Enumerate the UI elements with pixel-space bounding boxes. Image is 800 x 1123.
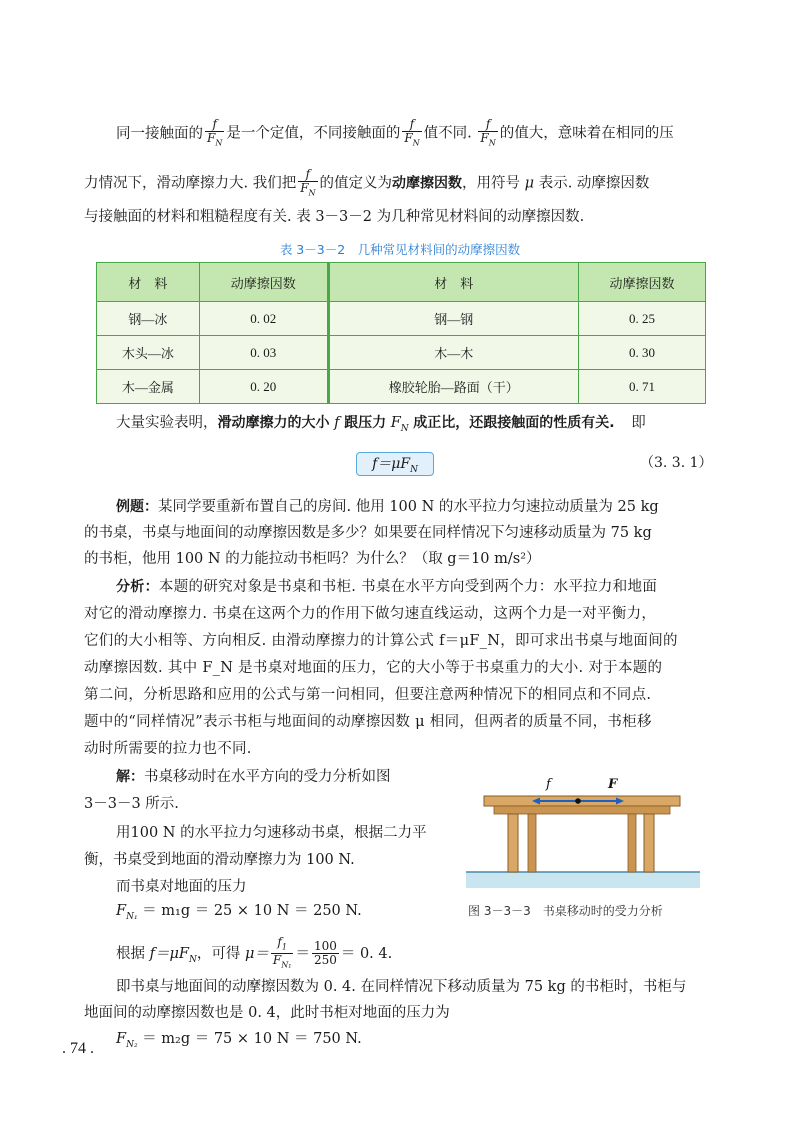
example-line2: 的书桌，书桌与地面间的动摩擦因数是多少？如果要在同样情况下匀速移动质量为 75 kg bbox=[84, 525, 652, 541]
text-bold: 跟压力 bbox=[344, 415, 387, 431]
solution-line3: 用100 N 的水平拉力匀速移动书桌，根据二力平 bbox=[116, 825, 427, 841]
symbol-fn2: $F_{N_2}$ bbox=[116, 1031, 138, 1050]
table-cell: 0. 03 bbox=[199, 336, 328, 370]
solution-line4: 衡，书桌受到地面的滑动摩擦力为 100 N. bbox=[84, 852, 355, 868]
symbol-fn1: $F_{N_1}$ bbox=[116, 903, 138, 922]
table-cell: 木头—冰 bbox=[97, 336, 200, 370]
fraction-f1-over-fn1: $\frac{f_1}{F_{N_1}}$ bbox=[272, 935, 292, 970]
table-cell: 0. 30 bbox=[578, 336, 705, 370]
text: 根据 bbox=[116, 945, 145, 962]
floor bbox=[466, 872, 700, 888]
solution-line6: 根据 $f=\mu F_N$，可得 μ＝ $\frac{f_1}{F_{N_1}}$ ＝ $\frac{100}{250}$ ＝ 0. 4. bbox=[116, 935, 393, 970]
desk-leg bbox=[644, 814, 654, 872]
analysis-line5: 第二问，分析思路和应用的公式与第一问相同，但要注意两种情况下的相同点和不同点. bbox=[84, 687, 652, 703]
text: 同一接触面的 bbox=[116, 125, 203, 142]
friction-table bbox=[96, 262, 706, 404]
para1-line3: 与接触面的材料和粗糙程度有关. 表 3－3－2 为几种常见材料间的动摩擦因数. bbox=[84, 209, 585, 225]
text: 的值定义为 bbox=[319, 175, 393, 192]
text-bold: 滑动摩擦力的大小 bbox=[217, 415, 330, 431]
analysis-line3: 它们的大小相等、方向相反. 由滑动摩擦力的计算公式 f＝μF_N，即可求出书桌与地面间的 bbox=[84, 633, 678, 649]
text: 本题的研究对象是书桌和书柜. 书桌在水平方向受到两个力：水平拉力和地面 bbox=[158, 579, 658, 595]
text: 表示. 动摩擦因数 bbox=[538, 175, 650, 192]
solution-line5: 而书桌对地面的压力 bbox=[116, 879, 247, 895]
solution-eq2 bbox=[116, 1028, 362, 1056]
figure-background bbox=[466, 768, 700, 888]
text: 是一个定值，不同接触面的 bbox=[226, 125, 401, 142]
formula-inline: $f=\mu F_N$ bbox=[149, 945, 197, 965]
table-cell: 木—金属 bbox=[97, 370, 200, 404]
table-caption: 表 3－3－2 几种常见材料间的动摩擦因数 bbox=[279, 242, 521, 257]
header-cell: 动摩擦因数 bbox=[578, 263, 705, 302]
text: 值不同. bbox=[423, 125, 472, 142]
label-F: F bbox=[608, 777, 618, 792]
solution-line1 bbox=[116, 766, 391, 788]
desk-apron bbox=[494, 806, 670, 814]
symbol-fn: $F_N$ bbox=[390, 415, 409, 434]
text-bold: 成正比，还跟接触面的性质有关. bbox=[413, 415, 615, 431]
desk-leg bbox=[508, 814, 518, 872]
table-cell: 0. 02 bbox=[199, 302, 328, 336]
example-line3: 的书柜，他用 100 N 的力能拉动书柜吗？为什么？（取 g＝10 m/s²） bbox=[84, 551, 541, 567]
analysis-label: 分析： bbox=[116, 579, 159, 595]
header-cell: 材 料 bbox=[328, 263, 578, 302]
para1-line2 bbox=[84, 168, 649, 199]
page-number: . 74 . bbox=[62, 1040, 94, 1057]
table-cell: 0. 20 bbox=[199, 370, 328, 404]
fraction-f-over-fn: $\frac{f}{F_N}$ bbox=[300, 167, 316, 198]
label-f: f bbox=[546, 777, 551, 792]
solution-line8: 地面间的动摩擦因数也是 0. 4，此时书柜对地面的压力为 bbox=[84, 1005, 450, 1021]
analysis-line7: 动时所需要的拉力也不同. bbox=[84, 741, 252, 757]
fraction-100-over-250: $\frac{100}{250}$ bbox=[313, 939, 337, 968]
symbol-f: f bbox=[334, 415, 340, 431]
mu-symbol: μ bbox=[524, 175, 535, 192]
text: ＝ m₂g ＝ 75 × 10 N ＝ 750 N. bbox=[142, 1031, 362, 1047]
text: 大量实验表明， bbox=[116, 415, 218, 431]
fraction-f-over-fn: $\frac{f}{F_N}$ bbox=[207, 117, 223, 148]
desk-force-diagram bbox=[466, 768, 700, 888]
table-cell: 橡胶轮胎—路面（干） bbox=[328, 370, 578, 404]
analysis-line4: 动摩擦因数. 其中 F_N 是书桌对地面的压力，它的大小等于书桌重力的大小. 对于本题的 bbox=[84, 660, 663, 676]
text: 的值大，意味着在相同的压 bbox=[499, 125, 674, 142]
table-cell: 0. 25 bbox=[578, 302, 705, 336]
mu-symbol: μ＝ bbox=[244, 945, 269, 962]
desk-leg bbox=[528, 814, 536, 872]
para1-line1 bbox=[84, 118, 674, 149]
term-bold: 动摩擦因数 bbox=[392, 175, 463, 192]
law-statement bbox=[116, 412, 646, 440]
text: ，用符号 bbox=[462, 175, 521, 192]
analysis-line1 bbox=[116, 576, 657, 598]
analysis-line2: 对它的滑动摩擦力. 书桌在这两个力的作用下做匀速直线运动，这两个力是一对平衡力， bbox=[84, 606, 657, 622]
solution-line2: 3－3－3 所示. bbox=[84, 796, 179, 812]
formula-friction: $f=\mu F_N$ bbox=[356, 452, 434, 476]
force-point bbox=[575, 798, 581, 804]
table-row bbox=[97, 302, 706, 336]
table-cell: 钢—冰 bbox=[97, 302, 200, 336]
header-cell: 材 料 bbox=[97, 263, 200, 302]
table-cell: 木—木 bbox=[328, 336, 578, 370]
table-cell: 钢—钢 bbox=[328, 302, 578, 336]
equation-number: （3. 3. 1） bbox=[640, 455, 713, 471]
table-header-row bbox=[97, 263, 706, 302]
text: ＝ 0. 4. bbox=[340, 945, 393, 962]
table-cell: 0. 71 bbox=[578, 370, 705, 404]
figure-caption: 图 3－3－3 书桌移动时的受力分析 bbox=[468, 904, 663, 918]
table-row bbox=[97, 336, 706, 370]
text: 力情况下，滑动摩擦力大. 我们把 bbox=[84, 175, 297, 192]
table-row bbox=[97, 370, 706, 404]
text: 某同学要重新布置自己的房间. 他用 100 N 的水平拉力匀速拉动质量为 25 kg bbox=[158, 499, 659, 515]
solution-line7: 即书桌与地面间的动摩擦因数为 0. 4. 在同样情况下移动质量为 75 kg 的书柜时，书柜与 bbox=[116, 979, 687, 995]
text: ，可得 bbox=[196, 945, 241, 962]
analysis-line6: 题中的“同样情况”表示书柜与地面间的动摩擦因数 μ 相同，但两者的质量不同，书柜移 bbox=[84, 714, 652, 730]
desk-leg bbox=[628, 814, 636, 872]
fraction-f-over-fn: $\frac{f}{F_N}$ bbox=[480, 117, 496, 148]
solution-eq1 bbox=[116, 900, 362, 928]
text: 即 bbox=[631, 415, 646, 431]
example-line1 bbox=[116, 496, 659, 518]
example-label: 例题： bbox=[116, 499, 158, 515]
fraction-f-over-fn: $\frac{f}{F_N}$ bbox=[404, 117, 420, 148]
text: ＝ m₁g ＝ 25 × 10 N ＝ 250 N. bbox=[142, 903, 362, 919]
text: 书桌移动时在水平方向的受力分析如图 bbox=[144, 769, 391, 785]
header-cell: 动摩擦因数 bbox=[199, 263, 328, 302]
solution-label: 解： bbox=[116, 769, 144, 785]
